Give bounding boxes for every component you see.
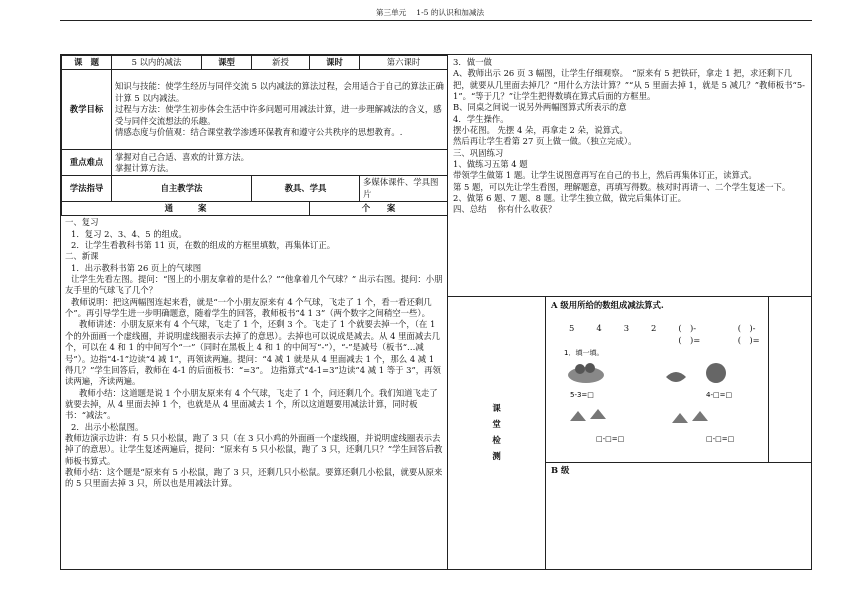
- guide-label: 学法指导: [62, 176, 112, 202]
- equation-1: 5-3=□: [570, 391, 594, 399]
- body-line: 教师边演示边讲：有 5 只小松鼠，跑了 3 只（在 3 只小鸡的外面画一个虚线圈，并说明虚线圈表示去掉了的意思）。让学生复述两遍后，提问：“原来有 5 只小松鼠，跑了 3 只，还剩几只？”学生回答后教师板书算式。: [65, 432, 443, 466]
- cat-icon: [706, 363, 726, 383]
- body-line: 教师小结：这个题是“原来有 5 小松鼠，跑了 3 只，还剩几只小松鼠。要算还剩几小松鼠，就要从原来的 5 只里面去掉 3 只，所以也是用减法计算。: [65, 466, 443, 489]
- number-item: 3: [623, 323, 630, 334]
- body-line: 1、做练习五第 4 题: [453, 159, 528, 170]
- topic-label: 课 题: [62, 56, 112, 70]
- body-line: 教师说明：把这两幅图连起来看，就是“一个小朋友原来有 4 个气球，飞走了 1 个，看一看还剩几个”。再引导学生进一步明确题意，随着学生的回答，教师板书“4 1 3”（两个数字之间稍空一些）。: [65, 296, 432, 319]
- level-a-row: [546, 297, 811, 463]
- type-label: 课型: [202, 56, 252, 70]
- flower-icon: [672, 413, 688, 423]
- body-line: 教师小结：这道题是说 1 个小朋友原来有 4 个气球，飞走了 1 个，问还剩几个。我们知道飞走了就要去掉，从 4 里面去掉 1 个，也就是从 4 里面减去 1 个，所以这道题要用减法计算，同时板书：“减法”。: [65, 387, 438, 421]
- body-line: 4．学生操作。: [453, 113, 509, 124]
- header-rule: [60, 20, 812, 21]
- goal-process: 过程与方法：使学生初步体会生活中许多问题可用减法计算，进一步理解减法的含义，感受与同伴交流想法的乐趣。: [115, 104, 442, 126]
- lesson-body-right: [448, 55, 811, 297]
- key-point-1: 掌握对自己合适、喜欢的计算方法。: [115, 151, 249, 162]
- equation-2: 4-□=□: [706, 391, 733, 399]
- topic-value: 5 以内的减法: [112, 56, 202, 70]
- body-line: 1．复习 2、3、4、5 的组成。: [71, 228, 187, 239]
- body-line: 一、复习: [65, 217, 99, 228]
- flower-icon: [692, 411, 708, 421]
- body-line: B、同桌之间说一说另外两幅图算式所表示的意: [453, 102, 627, 113]
- body-line: 3．做一做: [453, 57, 492, 67]
- fruit-icon: [585, 363, 595, 373]
- fish-icon: [666, 372, 686, 382]
- equation-blank: ( )-( )=: [678, 323, 701, 345]
- level-b-title: B 级: [551, 465, 570, 475]
- check-label: 课 堂 检 测: [448, 297, 546, 569]
- body-line: 让学生先看左图。提问：“图上的小朋友拿着的是什么？”“他拿着几个气球？” 出示右图。提问：小朋友手里的气球飞了几个？: [65, 274, 443, 296]
- equation-4: □-□=□: [706, 435, 735, 443]
- number-item: 4: [596, 323, 602, 334]
- check-content: [546, 297, 811, 569]
- body-line: 摆小花图。 先摆 4 朵，再拿走 2 朵，说算式。: [453, 125, 628, 136]
- fill-in-exercise-image: [556, 343, 784, 455]
- body-line: 教师讲述：小朋友原来有 4 个气球，飞走了 1 个，还剩 3 个。飞走了 1 个就要去掉一个，（在 1 个的外面画一个虚线圈，并说明虚线圈表示去掉了的意思）。去掉也可以说成是减去。从 4 里面减去几个，可以在 4 和 1 的中间写个“一”（同时在黑板上 4 和 1 的中间写“-”），“-”是减号（板书“…减号”）。边指“4-1”边读“4 减 1”，再领读两遍。提问：“4 减 1 就是从 4 里面减去 1 个，那么 4 减 1 得几？”学生回答后，教师在 4-1 的后面板书：“=3”。 边指算式“4-1=3”边读“4 减 1 等于 3”，再领读两遍，齐读两遍。: [65, 319, 441, 387]
- right-panel: [448, 54, 812, 570]
- classroom-check-section: [448, 297, 811, 569]
- body-line: 然后再让学生看第 27 页上做一做。（独立完成）。: [453, 136, 637, 147]
- body-line: 三、巩固练习: [453, 147, 504, 158]
- key-label: 重点难点: [62, 150, 112, 176]
- lesson-meta-table: [61, 55, 448, 216]
- hours-label: 课时: [310, 56, 360, 70]
- lesson-body-left: [61, 216, 447, 490]
- flower-icon: [570, 411, 586, 421]
- goal-knowledge: 知识与技能：使学生经历与同伴交流 5 以内减法的算法过程，会用适合于自己的算法正确计算 5 以内减法。: [115, 81, 444, 103]
- tools-label: 教具、学具: [252, 176, 360, 202]
- hours-value: 第六课时: [360, 56, 448, 70]
- level-a-title: A 级用所给的数组成减法算式.: [551, 300, 664, 310]
- flower-icon: [590, 409, 606, 419]
- fill-label: 1．填一填。: [564, 349, 604, 357]
- equation-blank: ( )-( )=: [737, 323, 760, 345]
- left-panel: [60, 54, 448, 570]
- body-line: 2．出示小松鼠图。: [71, 421, 144, 432]
- body-line: 2、做第 6 题、7 题、8 题。让学生独立做，做完后集体订正。: [453, 193, 686, 204]
- tong-header: 通 案: [62, 202, 310, 216]
- tools-value: 多媒体课件、学具图片: [360, 176, 448, 202]
- body-line: 二、新课: [65, 251, 99, 262]
- number-item: 2: [651, 323, 657, 334]
- type-value: 新授: [252, 56, 310, 70]
- equation-3: □-□=□: [596, 435, 625, 443]
- key-cell: [112, 150, 448, 176]
- body-line: 1．出示教科书第 26 页上的气球图: [71, 262, 202, 273]
- body-line: 带领学生做第 1 题。让学生说图意再写在自己的书上，然后再集体订正，读算式。: [453, 170, 757, 181]
- method-value: 自主教学法: [112, 176, 252, 202]
- fruit-icon: [575, 364, 585, 374]
- number-item: 5: [569, 323, 575, 334]
- key-point-2: 掌握计算方法。: [115, 162, 174, 173]
- goal-attitude: 情感态度与价值观：结合课堂教学渗透环保教育和遵守公共秩序的思想教育。.: [115, 126, 403, 137]
- ge-header: 个 案: [310, 202, 448, 216]
- goals-label: 教学目标: [62, 70, 112, 150]
- body-line: 第 5 题，可以先让学生看图，理解题意，再填写得数。核对时再请一、二个学生复述一下。: [453, 181, 791, 192]
- page-header: 第三单元 1-5 的认识和加减法: [375, 8, 485, 17]
- level-a-cell: [546, 297, 769, 462]
- body-line: A、教师出示 26 页 3 幅图，让学生仔细观察。 “原来有 5 把铁矸，拿走 1 把，求还剩下几把，就要从几里面去掉几？”用什么方法计算？”“从 5 里面去掉 1，就是 5 减几？”教师板书“5-1”。“等于几？”让学生把得数填在算式后面的方框里。: [453, 68, 805, 102]
- body-line: 2．让学生看教科书第 11 页，在数的组成的方框里填数，再集体订正。: [71, 240, 336, 251]
- body-line: 四、总结 你有什么收获？: [453, 204, 557, 215]
- goals-cell: [112, 70, 448, 150]
